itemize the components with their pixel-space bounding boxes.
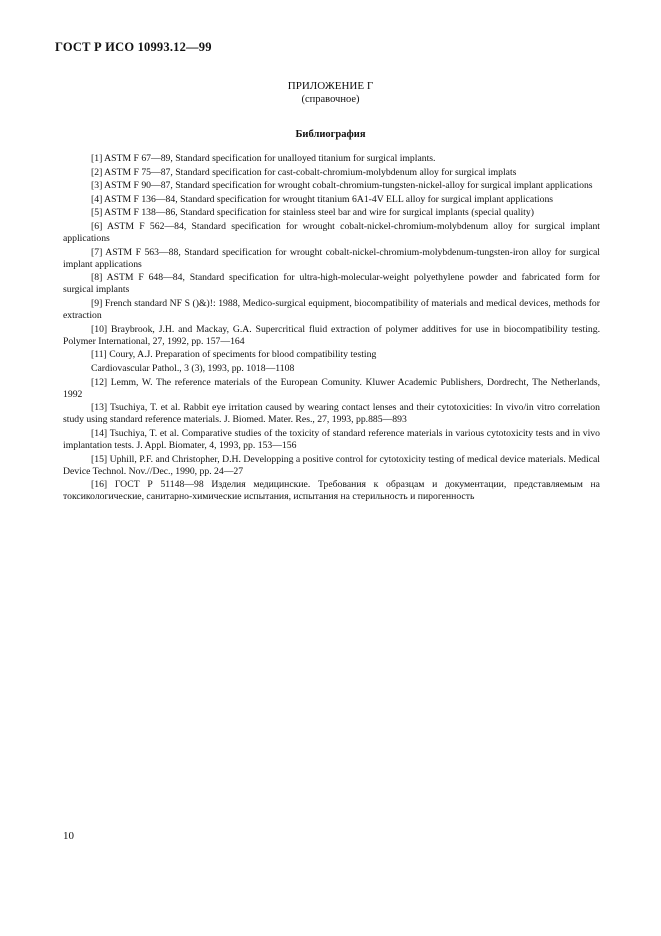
annex-title: ПРИЛОЖЕНИЕ Г [287, 80, 374, 92]
reference-item: [5] ASTM F 138—86, Standard specification for stainless steel bar and wire for surgical implants (special quality) [91, 207, 534, 219]
reference-item: [10] Braybrook, J.H. and Mackay, G.A. Supercritical fluid extraction of polymer additives for use in biocompatibility testing. Polymer International, 27, 1992, pp. 157—164 [63, 323, 600, 347]
reference-item: [2] ASTM F 75—87, Standard specification for cast-cobalt-chromium-molybdenum alloy for surgical implats [91, 166, 517, 178]
reference-item: [12] Lemm, W. The reference materials of the European Comunity. Kluwer Academic Publishers, Dordrecht, The Netherlands, 1992 [63, 376, 600, 400]
reference-item: [8] ASTM F 648—84, Standard specification for ultra-high-molecular-weight polyethylene powder and fabricated form for surgical implants [63, 272, 600, 296]
reference-item: [13] Tsuchiya, T. et al. Rabbit eye irritation caused by wearing contact lenses and their cytotoxicities: In vivo/in vitro correlation study using standard reference materials. J. Biomed. Mater. Res., 27, 1993, pp.885—893 [63, 402, 600, 426]
reference-item: [3] ASTM F 90—87, Standard specification for wrought cobalt-chromium-tungsten-nickel-alloy for surgical implant applications [91, 180, 593, 192]
bibliography-list [63, 153, 600, 505]
annex-subtitle: (справочное) [301, 94, 360, 105]
reference-item: [15] Uphill, P.F. and Christopher, D.H. Developping a positive control for cytotoxicity testing of medical device materials. Medical Device Technol. Nov.//Dec., 1990, pp. 24—27 [63, 453, 600, 477]
reference-item: [6] ASTM F 562—84, Standard specification for wrought cobalt-nickel-chromium-molybdenum alloy for surgical implant applications [63, 220, 600, 245]
reference-item: [16] ГОСТ Р 51148—98 Изделия медицинские. Требования к образцам и документации, представляемым на токсикологические, санитарно-химические испытания, испытания на стерильность и пирогенность [63, 479, 600, 503]
reference-item: [1] ASTM F 67—89, Standard specification for unalloyed titanium for surgical implants. [91, 153, 436, 164]
page-number: 10 [63, 830, 74, 842]
document-code-header: ГОСТ Р ИСО 10993.12—99 [55, 40, 212, 54]
reference-item: [4] ASTM F 136—84, Standard specification for wrought titanium 6A1-4V ELL alloy for surgical implant applications [91, 193, 554, 205]
reference-item: [11] Coury, A.J. Preparation of speciments for blood compatibility testing [91, 349, 377, 361]
annex-heading [0, 80, 661, 106]
reference-item: [14] Tsuchiya, T. et al. Comparative studies of the toxicity of standard reference materials in various cytotoxicity tests and in vivo implantation tests. J. Appl. Biomater, 4, 1993, pp. 153—156 [63, 427, 600, 452]
reference-item: [9] French standard NF S ()&)!: 1988, Medico-surgical equipment, biocompatibility of materials and medical devices, methods for extraction [63, 298, 600, 322]
reference-continuation: Cardiovascular Pathol., 3 (3), 1993, pp. 1018—1108 [91, 363, 295, 374]
reference-item: [7] ASTM F 563—88, Standard specification for wrought cobalt-nickel-chromium-molybdenum-tungsten-iron alloy for surgical implant applications [63, 246, 600, 270]
bibliography-title: Библиография [295, 129, 366, 140]
